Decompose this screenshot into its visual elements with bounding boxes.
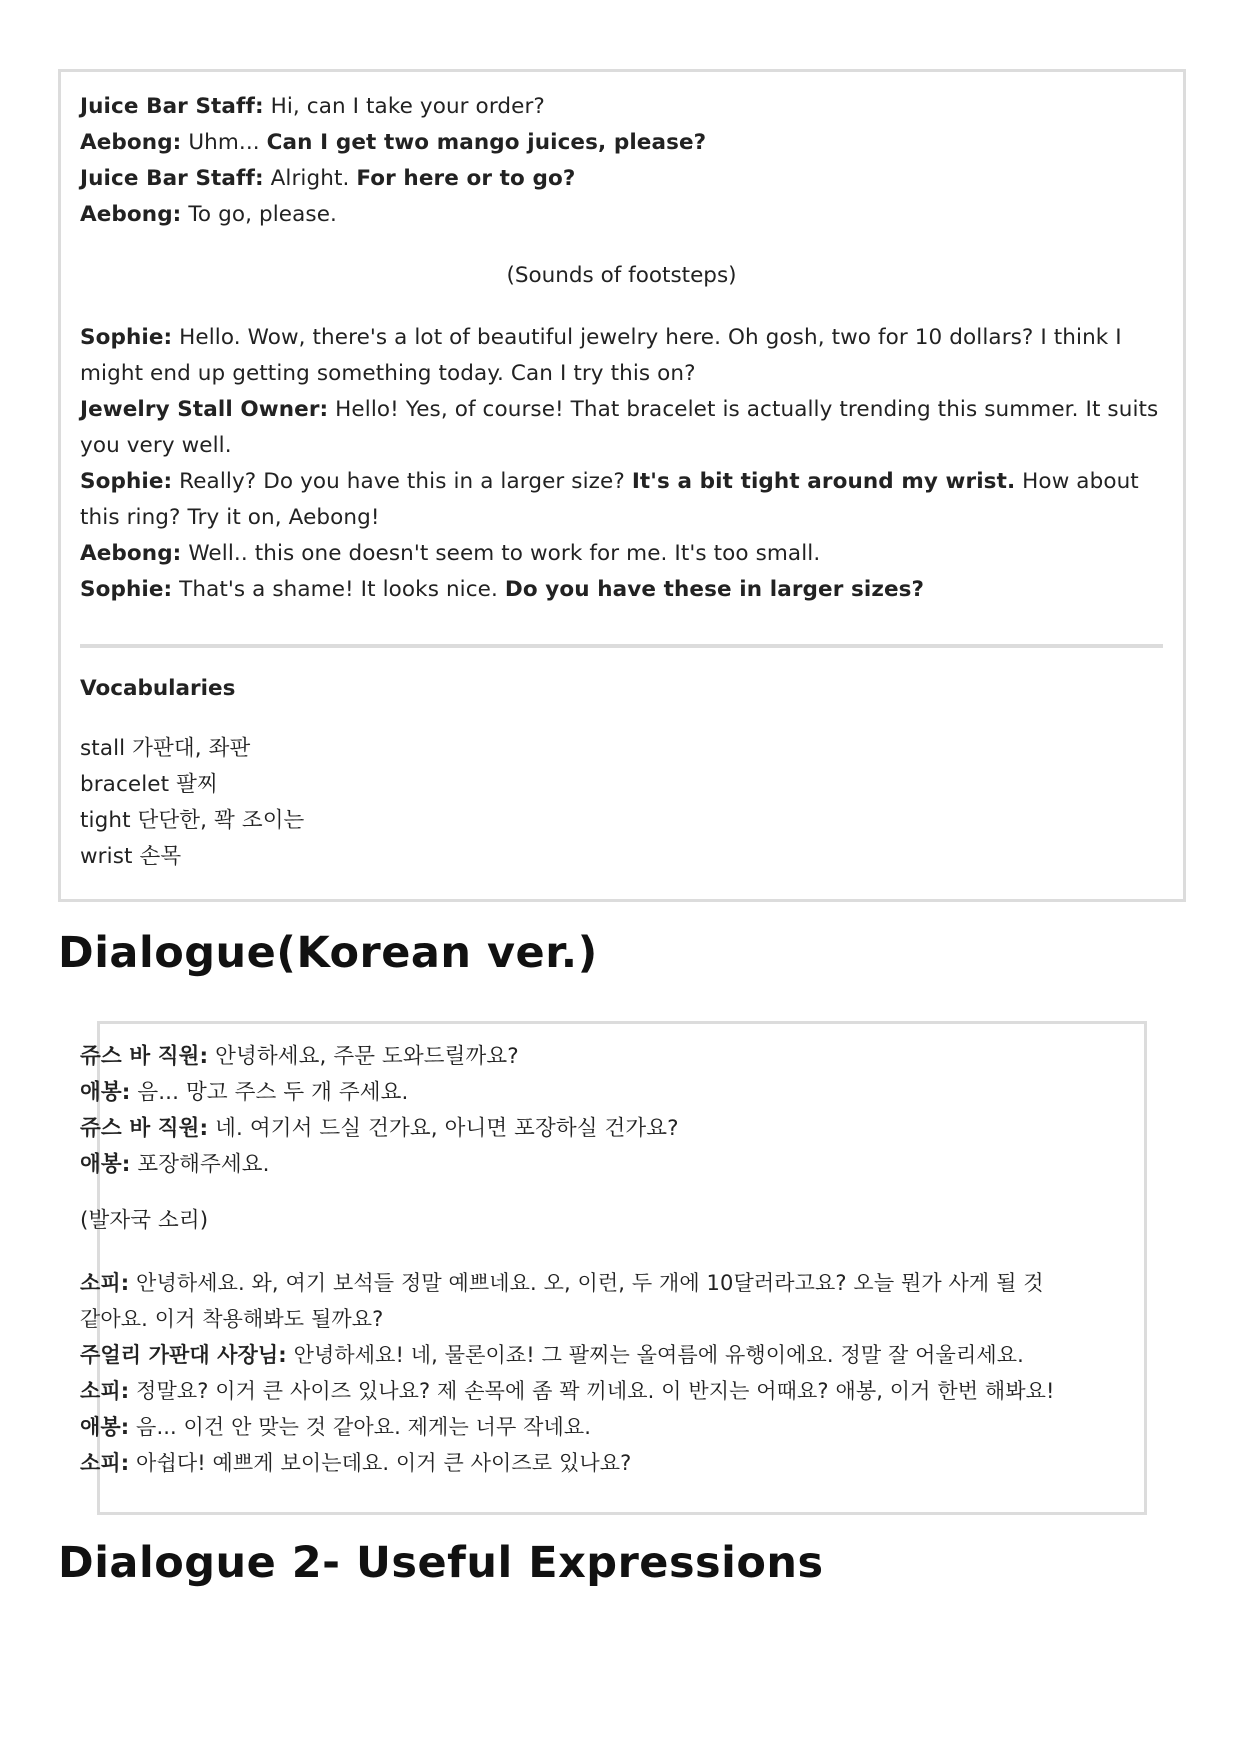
speaker-name: Juice Bar Staff: [80,166,264,191]
dialogue-line [80,1409,1170,1445]
line-text: 안녕하세요! 네, 물론이죠! 그 팔찌는 올여름에 유행이에요. 정말 잘 어울리세요. [286,1343,1024,1367]
speaker-name: 주얼리 가판대 사장님: [80,1343,287,1367]
dialogue-line [80,125,1170,161]
line-text: To go, please. [181,202,337,227]
vocabulary-list [80,731,1170,875]
dialogue-line [80,1147,1170,1183]
section-divider [80,644,1163,648]
korean-dialogue-part2 [80,1265,1170,1481]
key-expression: It's a bit tight around my wrist. [631,469,1016,494]
speaker-name: Aebong: [80,130,182,155]
dialogue-line [80,89,1170,125]
line-text: 안녕하세요, 주문 도와드릴까요? [208,1044,519,1069]
key-expression: Can I get two mango juices, please? [266,130,707,155]
speaker-name: 애봉: [80,1152,131,1177]
speaker-name: Aebong: [80,202,182,227]
line-text: Hello. Wow, there's a lot of beautiful jewelry here. Oh gosh, two for 10 dollars? I think I might end up getting something today. Can I try this on? [80,325,1122,386]
dialogue-line [80,1337,1170,1373]
dialogue-line [80,320,1170,392]
dialogue-line [80,1039,1170,1075]
korean-dialogue-part1 [80,1039,1170,1183]
dialogue-line-continued: 같아요. 이거 착용해봐도 될까요? [80,1307,384,1331]
speaker-name: Sophie: [80,325,173,350]
heading-dialogue-2: Dialogue 2- Useful Expressions [58,1538,824,1588]
line-text: That's a shame! It looks nice. [172,577,505,602]
vocabulary-item: stall 가판대, 좌판 [80,736,251,761]
dialogue-line [80,392,1170,464]
speaker-name: 쥬스 바 직원: [80,1044,209,1069]
key-expression: Do you have these in larger sizes? [504,577,925,602]
speaker-name: Juice Bar Staff: [80,94,264,119]
dialogue-line [80,1075,1170,1111]
line-text: Alright. [263,166,357,191]
line-text: How about this ring? Try it on, Aebong! [80,469,1139,530]
speaker-name: Sophie: [80,469,173,494]
dialogue-line [80,572,1170,608]
line-text: 네. 여기서 드실 건가요, 아니면 포장하실 건가요? [208,1116,679,1141]
dialogue-line [80,1265,1170,1301]
speaker-name: 애봉: [80,1080,131,1105]
dialogue-line [80,161,1170,197]
speaker-name: 애봉: [80,1415,130,1439]
speaker-name: 쥬스 바 직원: [80,1116,209,1141]
vocabularies-title: Vocabularies [80,676,236,701]
dialogue-line [80,1111,1170,1147]
speaker-name: 소피: [80,1271,130,1295]
speaker-name: Sophie: [80,577,173,602]
line-text: 안녕하세요. 와, 여기 보석들 정말 예쁘네요. 오, 이런, 두 개에 10달러라고요? 오늘 뭔가 사게 될 것 [129,1271,1044,1295]
english-dialogue-part1 [80,89,1170,233]
line-text: Hi, can I take your order? [263,94,545,119]
key-expression: For here or to go? [356,166,576,191]
line-text: 포장해주세요. [130,1152,270,1177]
vocabulary-item: bracelet 팔찌 [80,772,218,797]
dialogue-line [80,197,1170,233]
heading-korean-version: Dialogue(Korean ver.) [58,928,598,978]
english-dialogue-part2 [80,320,1170,608]
korean-sound-effect: (발자국 소리) [80,1208,209,1233]
speaker-name: Aebong: [80,541,182,566]
line-text: Hello! Yes, of course! That bracelet is actually trending this summer. It suits you very well. [80,397,1159,458]
line-text: 음... 이건 안 맞는 것 같아요. 제게는 너무 작네요. [129,1415,592,1439]
dialogue-line [80,536,1170,572]
vocabulary-item: tight 단단한, 꽉 조이는 [80,808,305,833]
line-text: 정말요? 이거 큰 사이즈 있나요? 제 손목에 좀 꽉 끼네요. 이 반지는 어때요? 애봉, 이거 한번 해봐요! [129,1379,1055,1403]
line-text: Uhm... [181,130,267,155]
sound-effect: (Sounds of footsteps) [506,263,737,288]
line-text: Really? Do you have this in a larger size? [172,469,632,494]
speaker-name: 소피: [80,1379,130,1403]
dialogue-line [80,1373,1170,1409]
speaker-name: Jewelry Stall Owner: [80,397,329,422]
dialogue-line [80,1445,1170,1481]
speaker-name: 소피: [80,1451,130,1475]
line-text: Well.. this one doesn't seem to work for me. It's too small. [181,541,821,566]
line-text: 음... 망고 주스 두 개 주세요. [130,1080,409,1105]
line-text: 아쉽다! 예쁘게 보이는데요. 이거 큰 사이즈로 있나요? [129,1451,632,1475]
dialogue-line [80,464,1170,536]
vocabulary-item: wrist 손목 [80,844,182,869]
